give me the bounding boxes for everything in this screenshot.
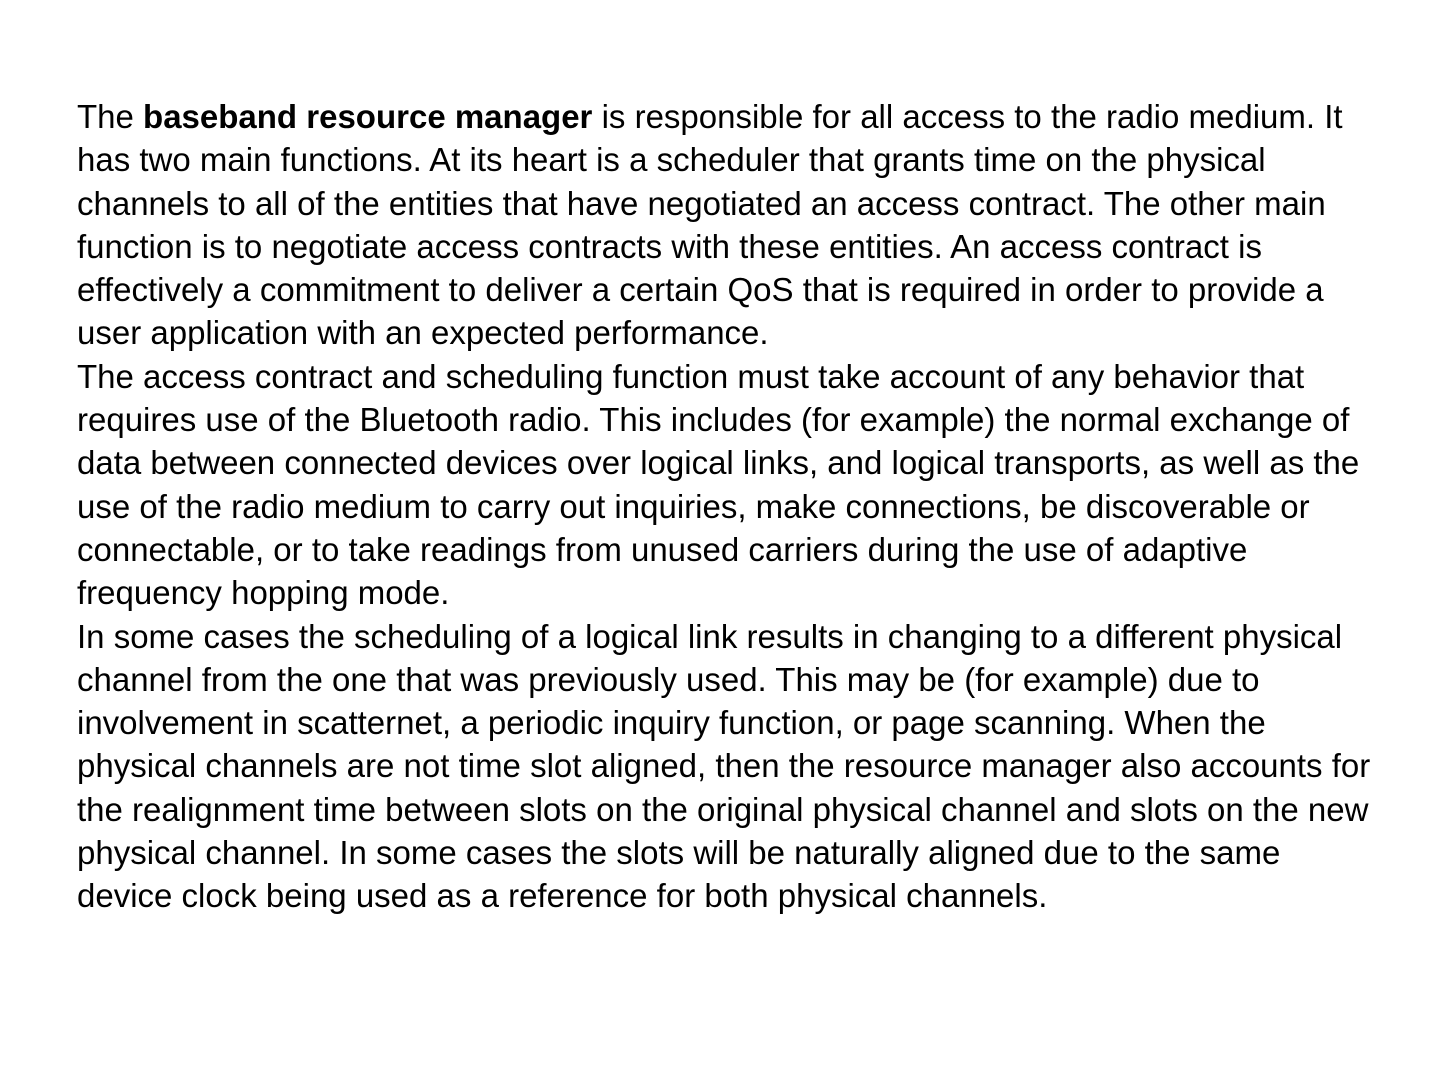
paragraph-rest: is responsible for all access to the radio medium. It has two main functions. At its heart is a scheduler that grants time on the physical channels to all of the entities that have negotiated an access contract. The other main function is to negotiate access contracts with these entities. An access contract is effectively a commitment to deliver a certain QoS that is required in order to provide a user application with an expected performance.: [77, 98, 1343, 352]
paragraph-resource-manager-intro: [77, 95, 1377, 355]
paragraph-access-contract: The access contract and scheduling function must take account of any behavior that requires use of the Bluetooth radio. This includes (for example) the normal exchange of data between connected devices over logical links, and logical transports, as well as the use of the radio medium to carry out inquiries, make connections, be discoverable or connectable, or to take readings from unused carriers during the use of adaptive frequency hopping mode.: [77, 357, 1360, 612]
document-body: [77, 95, 1377, 918]
bold-term: baseband resource manager: [143, 98, 593, 135]
paragraph-lead: The: [77, 98, 144, 135]
paragraph-scheduling-channels: In some cases the scheduling of a logical link results in changing to a different physical channel from the one that was previously used. This may be (for example) due to involvement in scatternet, a periodic inquiry function, or page scanning. When the physical channels are not time slot aligned, then the resource manager also accounts for the realignment time between slots on the original physical channel and slots on the new physical channel. In some cases the slots will be naturally aligned due to the same device clock being used as a reference for both physical channels.: [77, 617, 1371, 915]
